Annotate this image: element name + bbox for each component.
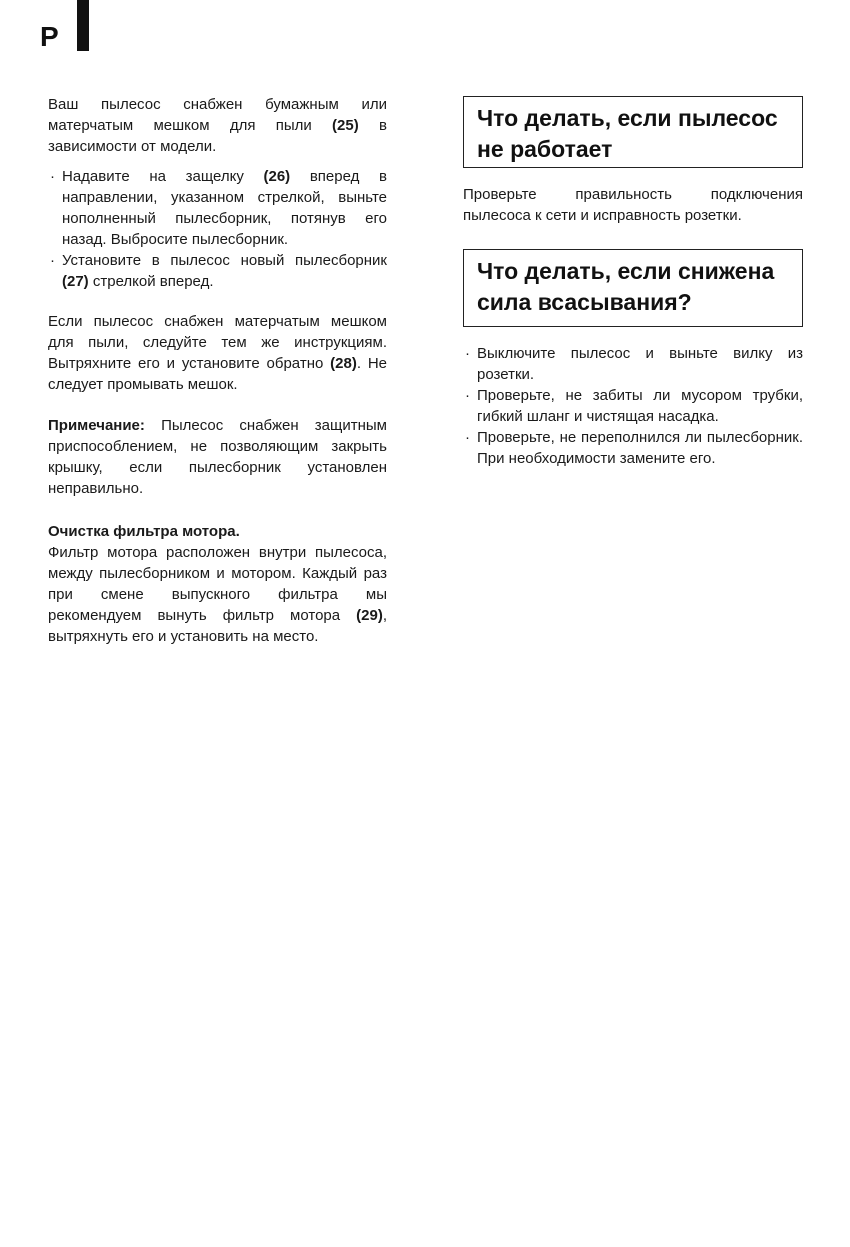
intro-paragraph: Ваш пылесос снабжен бумажным или матерчатым мешком для пыли (25) в зависимости от модели. <box>48 96 387 155</box>
list-item: · Надавите на защелку (26) вперед в направлении, указанном стрелкой, выньте нополненный пылесборник, потянув его назад. Выбросите пылесборник. <box>50 168 387 248</box>
low-suction-checklist <box>463 343 803 469</box>
part-ref: (28) <box>330 355 357 372</box>
motor-filter-paragraph: Фильтр мотора расположен внутри пылесоса, между пылесборником и мотором. Каждый раз при смене выпускного фильтра мы рекомендуем вынуть фильтр мотора (29), вытряхнуть его и установить на место. <box>48 544 387 645</box>
language-marker: P <box>40 21 59 52</box>
not-working-paragraph: Проверьте правильность подключения пылесоса к сети и исправность розетки. <box>463 186 803 224</box>
cloth-bag-paragraph: Если пылесос снабжен матерчатым мешком для пыли, следуйте тем же инструкциям. Вытряхните его и установите обратно (28). Не следует промывать мешок. <box>48 313 387 393</box>
not-working-heading: Что делать, если пылесос не работает <box>463 96 803 168</box>
part-ref: Установите в пылесос новый пылесборник <box>62 252 387 269</box>
list-item: · Выключите пылесос и выньте вилку из розетки. <box>465 345 803 383</box>
section-marker-bar <box>77 0 89 51</box>
bag-replacement-steps <box>48 166 387 292</box>
language-tab <box>40 0 90 52</box>
list-item: · Проверьте, не забиты ли мусором трубки, гибкий шланг и чистящая насадка. <box>465 387 803 425</box>
low-suction-heading: Что делать, если снижена сила всасывания? <box>463 249 803 327</box>
left-column <box>48 94 387 647</box>
part-ref: (27) <box>62 273 89 290</box>
list-item: · Проверьте, не переполнился ли пылесборник. При необходимости замените его. <box>465 429 803 467</box>
part-ref: (26) <box>263 168 291 185</box>
right-column <box>463 96 803 469</box>
bullet-icon: · <box>50 252 55 269</box>
list-item: · Установите в пылесос новый пылесборник (27) стрелкой вперед. <box>50 252 387 290</box>
part-ref: (25) <box>332 117 359 134</box>
note-label: Примечание: <box>48 417 145 434</box>
bullet-icon: · <box>50 168 55 185</box>
part-ref: (29) <box>356 607 383 624</box>
bullet-icon: · <box>465 429 470 446</box>
motor-filter-title: Очистка фильтра мотора. <box>48 523 240 540</box>
note-paragraph: Примечание: Пылесос снабжен защитным приспособлением, не позволяющим закрыть крышку, если пылесборник установлен неправильно. <box>48 417 387 497</box>
bullet-icon: · <box>465 345 470 362</box>
bullet-icon: · <box>465 387 470 404</box>
